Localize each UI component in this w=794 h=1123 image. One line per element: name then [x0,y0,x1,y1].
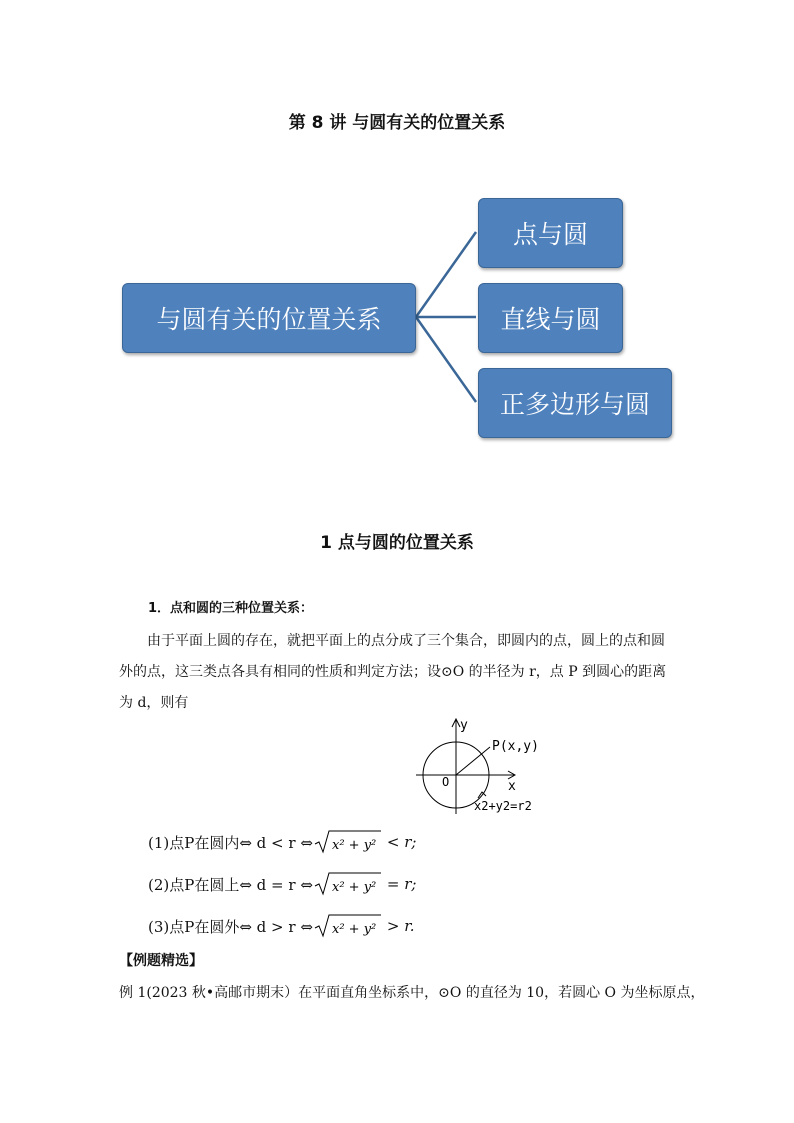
mind-map-node-line-circle: 直线与圆 [478,283,623,353]
sqrt-radicand: x² + y² [331,922,377,937]
origin-label: O [442,775,450,789]
condition-inside-tail: < r; [386,833,417,851]
condition-on-tail: = r; [386,875,417,893]
intro-paragraph: 由于平面上圆的存在，就把平面上的点分成了三个集合，即圆内的点，圆上的点和圆外的点，这三类点各具有相同的性质和判定方法；设⊙O 的半径为 r，点 P 到圆心的距离为 d，则有 [119,633,667,711]
coordinate-circle-figure [410,714,560,814]
mind-map-node-polygon-circle: 正多边形与圆 [478,368,672,438]
connector-line-3 [416,317,476,402]
mind-map-connectors [0,0,794,460]
point-p-label: P(x,y) [492,739,539,754]
section-title: 1 点与圆的位置关系 [320,533,474,553]
sub-heading: 1．点和圆的三种位置关系： [148,601,314,616]
sqrt-icon [313,871,383,897]
mind-map-node-point-circle: 点与圆 [478,198,623,268]
page-title: 第 8 讲 与圆有关的位置关系 [288,113,506,133]
condition-on [148,871,416,897]
condition-inside-text: (1)点P在圆内⇔ d < r ⇔ [148,833,313,852]
condition-on-text: (2)点P在圆上⇔ d = r ⇔ [148,875,313,894]
circle-diagram [410,714,560,814]
sqrt-radicand: x² + y² [331,880,377,895]
sqrt-radicand: x² + y² [331,838,377,853]
condition-outside-text: (3)点P在圆外⇔ d > r ⇔ [148,917,313,936]
condition-outside [148,913,415,939]
mind-map [0,0,794,460]
examples-header: 【例题精选】 [119,953,203,969]
y-axis-label: y [460,718,468,733]
condition-inside [148,829,416,855]
condition-outside-tail: > r. [386,917,415,935]
connector-line-1 [416,232,476,317]
circle-equation: x2+y2=r2 [474,799,532,813]
mind-map-root-node: 与圆有关的位置关系 [122,283,416,353]
x-axis-label: x [508,779,516,794]
example-1: 例 1(2023 秋•高邮市期末）在平面直角坐标系中，⊙O 的直径为 10，若圆心 O 为坐标原点， [119,985,705,1001]
radius-op [456,747,490,775]
sqrt-icon [313,829,383,855]
sqrt-icon [313,913,383,939]
